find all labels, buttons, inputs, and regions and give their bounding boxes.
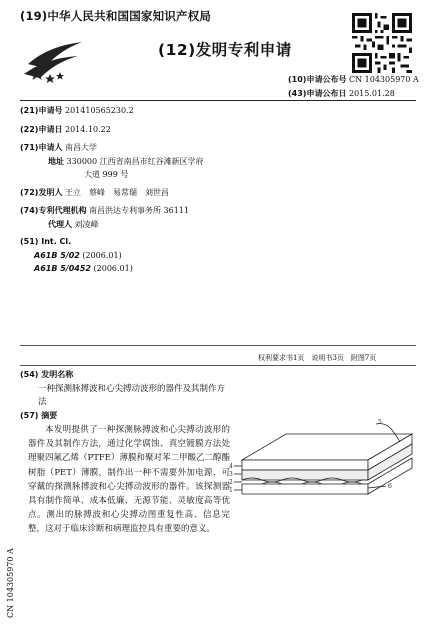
figure-label: 1 [229,487,233,494]
agency-label: (74)专利代理机构 [20,206,87,215]
publication-date-label: (43)申请公布日 [288,89,347,98]
address-line1: 330000 江西省南昌市红谷滩新区学府 [66,157,204,166]
title-label-text: (54) 发明名称 [20,370,74,379]
intcl-item [34,251,122,260]
patent-office-logo [20,28,90,88]
applicant-label: (71)申请人 [20,143,63,152]
top-layer-side [242,460,368,470]
document-type-title: (12)发明专利申请 [158,41,292,59]
device-figure [226,418,416,528]
agent-value: 刘凌峰 [74,220,99,229]
abstract-label [20,410,57,421]
publication-number-row [288,74,419,85]
figure-label: 6 [388,483,392,490]
intcl-year: (2006.01) [93,264,133,273]
intcl-row [20,237,71,246]
applicant-value: 南昌大学 [65,143,97,152]
figure-label: 5 [378,419,382,426]
header-divider [20,100,416,101]
figure-label: 3 [229,471,233,478]
agency-value: 南昌洪达专利事务所 36111 [89,206,189,215]
bottom-layer-side [242,484,368,494]
abstract-label-text: (57) 摘要 [20,411,58,420]
agent-label: 代理人 [48,220,72,229]
publication-date-row [288,88,395,99]
title-label [20,369,73,380]
application-number-value: 201410565230.2 [65,106,134,115]
application-number-label: (21)申请号 [20,106,63,115]
intcl-code: A61B 5/02 [34,251,80,260]
issuing-office: (19)中华人民共和国国家知识产权局 [20,9,212,23]
agency-row [20,205,189,216]
figure-label: 4 [229,463,233,470]
application-date-row [20,124,111,135]
publication-number-label: (10)申请公布号 [288,75,347,84]
intcl-label: (51) Int. Cl. [20,237,72,246]
page-counts: 权利要求书1页 说明书3页 附图7页 [258,354,377,362]
agent-row [48,219,99,230]
applicant-row [20,142,97,153]
publication-date-value: 2015.01.28 [349,89,395,98]
inventors-value: 王立 蔡峰 易常瑞 刘世昌 [65,188,169,197]
invention-title: 一种探测脉搏波和心尖搏动波形的器件及其制作方法 [38,384,226,407]
application-date-label: (22)申请日 [20,125,63,134]
address-line2: 大道 999 号 [84,170,129,179]
inventors-label: (72)发明人 [20,188,63,197]
address-row-2 [84,169,128,180]
application-date-value: 2014.10.22 [65,125,111,134]
side-publication-number: CN 104305970 A [6,548,15,618]
middle-layer [242,470,368,480]
intcl-code: A61B 5/0452 [34,264,91,273]
intcl-year: (2006.01) [82,251,122,260]
figure-label: 2 [229,479,233,486]
section-divider [20,365,416,366]
intcl-item [34,264,133,273]
address-label: 地址 [48,157,64,166]
qr-code [352,13,412,73]
inventors-row [20,187,169,198]
publication-number-value: CN 104305970 A [349,75,419,84]
application-number-row [20,105,134,116]
section-divider [20,345,416,346]
abstract-text: 本发明提供了一种探测脉搏波和心尖搏动波形的器件及其制作方法，通过化学腐蚀、真空镀膜方法处理聚四氟乙烯（PTFE）薄膜和聚对苯二甲酸乙二醇酯树脂（PET）薄膜，制作出一种不需要外加电源、可穿戴的探测脉搏波和心尖搏动波形的器件。该探测器具有制作简单、成本低廉、无源节能、灵敏度高等优点。测出的脉搏波和心尖搏动图重复性高、信息完整，这对于临床诊断和病理监控具有重要的意义。 [28,425,230,535]
address-row [48,156,204,167]
